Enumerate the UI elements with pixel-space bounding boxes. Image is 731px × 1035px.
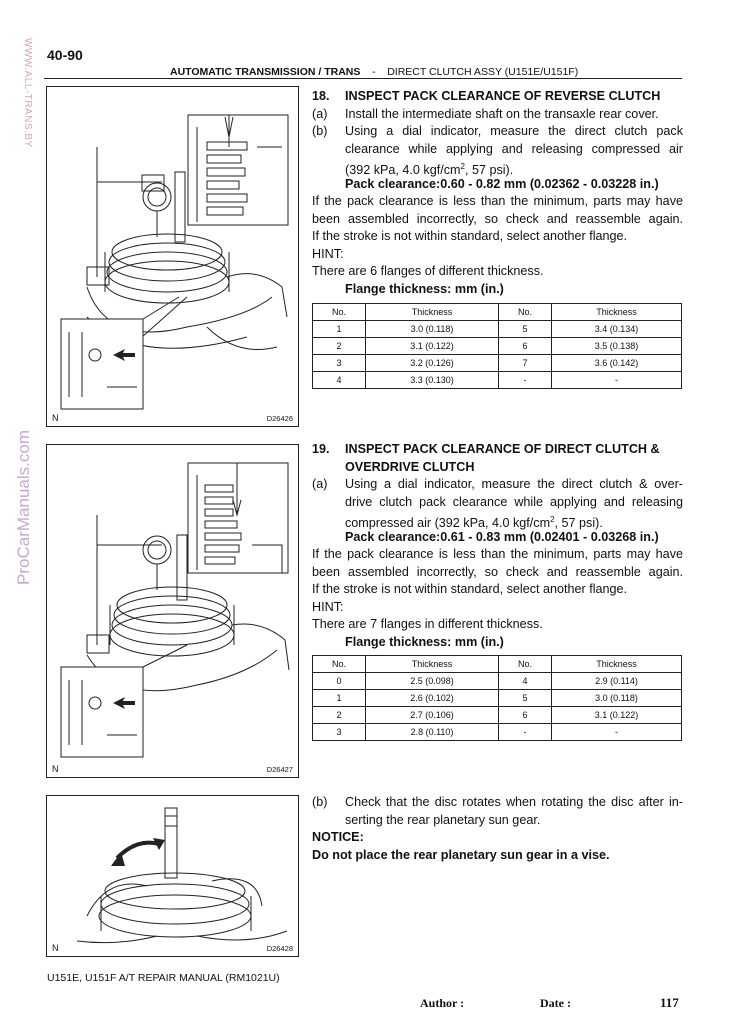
- paragraph-line: If the pack clearance is less than the minimum, parts may have: [312, 194, 683, 208]
- table-cell: 5: [499, 690, 552, 707]
- step-title: INSPECT PACK CLEARANCE OF REVERSE CLUTCH: [345, 89, 661, 103]
- table-row: [313, 724, 682, 741]
- table-row: [313, 355, 682, 372]
- figure-sun-gear: [46, 795, 299, 957]
- item-text-line: clearance while applying and releasing compressed air: [345, 141, 683, 156]
- table-row: [313, 338, 682, 355]
- north-indicator: N: [52, 943, 59, 953]
- table-cell: 0: [313, 673, 366, 690]
- table-header: Thickness: [552, 304, 682, 321]
- table-cell: -: [552, 372, 682, 389]
- step-title: INSPECT PACK CLEARANCE OF DIRECT CLUTCH &: [345, 442, 660, 456]
- table-cell: 3: [313, 724, 366, 741]
- paragraph-line: been assembled incorrectly, so check and reassemble again.: [312, 211, 683, 226]
- hint-text: There are 6 flanges of different thickness.: [312, 264, 544, 278]
- spec-pack-clearance: Pack clearance:0.60 - 0.82 mm (0.02362 - 0.03228 in.): [345, 176, 659, 191]
- step-number: 18.: [312, 89, 330, 103]
- table-row: [313, 707, 682, 724]
- item-label: (a): [312, 106, 328, 121]
- superscript: 2: [550, 515, 555, 524]
- item-text-line: Using a dial indicator, measure the direct clutch & over-: [345, 477, 683, 491]
- hint-label: HINT:: [312, 246, 344, 261]
- paragraph-line: If the stroke is not within standard, select another flange.: [312, 229, 628, 243]
- page-number: 40-90: [47, 47, 83, 63]
- table-cell: 3: [313, 355, 366, 372]
- watermark-procarmanuals: ProCarManuals.com: [14, 430, 33, 585]
- spec-pack-clearance: Pack clearance:0.61 - 0.83 mm (0.02401 - 0.03268 in.): [345, 529, 659, 544]
- table-cell: 3.0 (0.118): [366, 321, 499, 338]
- item-text-line: Check that the disc rotates when rotating the disc after in-: [345, 795, 683, 809]
- item-text-line: serting the rear planetary sun gear.: [345, 812, 541, 827]
- running-header: [170, 66, 578, 78]
- table-header: No.: [499, 304, 552, 321]
- table-header: No.: [313, 304, 366, 321]
- table-cell: 2.8 (0.110): [366, 724, 499, 741]
- table-cell: 3.0 (0.118): [552, 690, 682, 707]
- table-row: [313, 673, 682, 690]
- table-cell: 3.6 (0.142): [552, 355, 682, 372]
- author-label: Author :: [420, 996, 465, 1010]
- table-cell: 3.5 (0.138): [552, 338, 682, 355]
- table-cell: 2.7 (0.106): [366, 707, 499, 724]
- item-label: (b): [312, 124, 328, 138]
- page-footer-number: 117: [660, 995, 679, 1010]
- table-cell: 2: [313, 707, 366, 724]
- table-header: Thickness: [366, 304, 499, 321]
- table-header: Thickness: [552, 656, 682, 673]
- step-19b-section: [312, 794, 684, 866]
- table-row: [313, 372, 682, 389]
- figure-id: D26427: [266, 765, 293, 774]
- figure-reverse-clutch: [46, 86, 299, 427]
- item-text-line: drive clutch pack clearance while applying and releasing: [345, 494, 683, 509]
- text-fragment: compressed air (392 kPa, 4.0 kgf/cm: [345, 516, 551, 531]
- item-text-line: Using a dial indicator, measure the direct clutch pack: [345, 124, 683, 138]
- table-cell: 1: [313, 321, 366, 338]
- table-header: Thickness: [366, 656, 499, 673]
- section-title: AUTOMATIC TRANSMISSION / TRANS: [170, 66, 361, 78]
- figure-id: D26428: [266, 944, 293, 953]
- table-header: No.: [499, 656, 552, 673]
- subsection-title: DIRECT CLUTCH ASSY (U151E/U151F): [387, 66, 579, 78]
- table-title: Flange thickness: mm (in.): [345, 281, 504, 296]
- text-fragment: , 57 psi).: [464, 163, 514, 178]
- table-cell: 2.9 (0.114): [552, 673, 682, 690]
- table-title: Flange thickness: mm (in.): [345, 634, 504, 649]
- step-number: 19.: [312, 442, 330, 456]
- figure-direct-overdrive-clutch: [46, 444, 299, 778]
- table-cell: -: [499, 724, 552, 741]
- hint-label: HINT:: [312, 599, 344, 614]
- table-cell: 4: [499, 673, 552, 690]
- table-cell: 2.5 (0.098): [366, 673, 499, 690]
- table-cell: 3.4 (0.134): [552, 321, 682, 338]
- table-cell: 4: [313, 372, 366, 389]
- flange-table-reverse: [312, 303, 682, 389]
- table-cell: 1: [313, 690, 366, 707]
- table-header: No.: [313, 656, 366, 673]
- date-label: Date :: [540, 996, 571, 1010]
- flange-table-direct: [312, 655, 682, 741]
- north-indicator: N: [52, 764, 59, 774]
- text-fragment: (392 kPa, 4.0 kgf/cm: [345, 163, 461, 178]
- paragraph-line: If the stroke is not within standard, select another flange.: [312, 582, 628, 596]
- item-text: Install the intermediate shaft on the transaxle rear cover.: [345, 106, 659, 121]
- header-separator: -: [372, 66, 376, 78]
- step-19-section: [312, 441, 684, 661]
- header-rule: [44, 78, 682, 79]
- table-cell: -: [499, 372, 552, 389]
- north-indicator: N: [52, 413, 59, 423]
- item-label: (a): [312, 477, 328, 491]
- table-cell: 2: [313, 338, 366, 355]
- direct-clutch-illustration: [47, 445, 298, 777]
- step-title: OVERDRIVE CLUTCH: [345, 459, 475, 474]
- notice-text: Do not place the rear planetary sun gear in a vise.: [312, 847, 610, 862]
- hint-text: There are 7 flanges in different thickness.: [312, 617, 543, 631]
- item-label: (b): [312, 795, 328, 809]
- text-fragment: , 57 psi).: [554, 516, 603, 531]
- manual-footer: U151E, U151F A/T REPAIR MANUAL (RM1021U): [47, 972, 280, 984]
- table-cell: 2.6 (0.102): [366, 690, 499, 707]
- superscript: 2: [460, 162, 465, 171]
- table-cell: 7: [499, 355, 552, 372]
- table-cell: 3.1 (0.122): [366, 338, 499, 355]
- notice-label: NOTICE:: [312, 830, 364, 844]
- table-cell: 6: [499, 338, 552, 355]
- table-cell: 3.1 (0.122): [552, 707, 682, 724]
- reverse-clutch-illustration: [47, 87, 298, 426]
- table-cell: 6: [499, 707, 552, 724]
- sun-gear-illustration: [47, 796, 298, 956]
- paragraph-line: been assembled incorrectly, so check and reassemble again.: [312, 564, 683, 579]
- table-row: [313, 321, 682, 338]
- watermark-all-trans: WWW.ALL-TRANS.BY: [22, 38, 33, 148]
- table-cell: 3.3 (0.130): [366, 372, 499, 389]
- table-row: [313, 690, 682, 707]
- table-cell: 3.2 (0.126): [366, 355, 499, 372]
- figure-id: D26426: [266, 414, 293, 423]
- paragraph-line: If the pack clearance is less than the minimum, parts may have: [312, 547, 683, 561]
- table-cell: 5: [499, 321, 552, 338]
- table-cell: -: [552, 724, 682, 741]
